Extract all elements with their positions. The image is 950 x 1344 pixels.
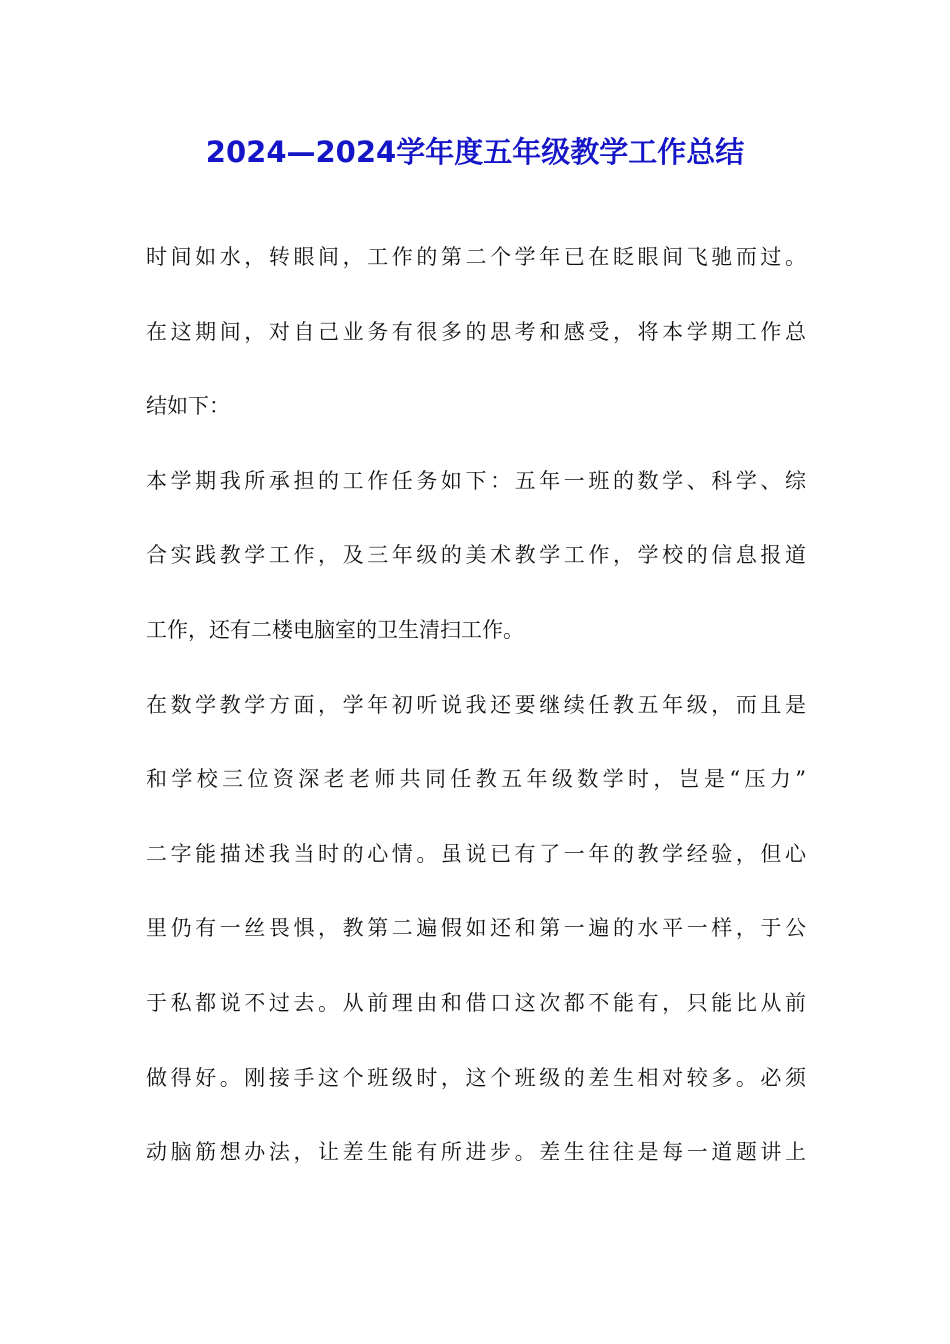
- text-line: 工作，还有二楼电脑室的卫生清扫工作。: [146, 617, 524, 642]
- text-line: 做得好。刚接手这个班级时，这个班级的差生相对较多。必须: [146, 1065, 806, 1090]
- text-line: 在数学教学方面，学年初听说我还要继续任教五年级，而且是: [146, 692, 806, 717]
- text-line: 结如下：: [146, 394, 230, 419]
- document-title: 2024—2024学年度五年级教学工作总结: [205, 135, 745, 169]
- text-line: 本学期我所承担的工作任务如下：五年一班的数学、科学、综: [146, 468, 806, 493]
- text-line: 动脑筋想办法，让差生能有所进步。差生往往是每一道题讲上: [146, 1140, 806, 1165]
- text-line: 和学校三位资深老老师共同任教五年级数学时，岂是“压力”: [146, 767, 806, 792]
- text-line: 于私都说不过去。从前理由和借口这次都不能有，只能比从前: [146, 990, 806, 1015]
- text-line: 合实践教学工作，及三年级的美术教学工作，学校的信息报道: [146, 543, 806, 568]
- text-line: 时间如水，转眼间，工作的第二个学年已在眨眼间飞驰而过。: [146, 245, 806, 269]
- text-line: 二字能描述我当时的心情。虽说已有了一年的教学经验，但心: [146, 841, 806, 866]
- text-line: 在这期间，对自己业务有很多的思考和感受，将本学期工作总: [146, 319, 806, 344]
- text-line: 里仍有一丝畏惧，教第二遍假如还和第一遍的水平一样，于公: [146, 916, 806, 941]
- document-body: [146, 232, 806, 1202]
